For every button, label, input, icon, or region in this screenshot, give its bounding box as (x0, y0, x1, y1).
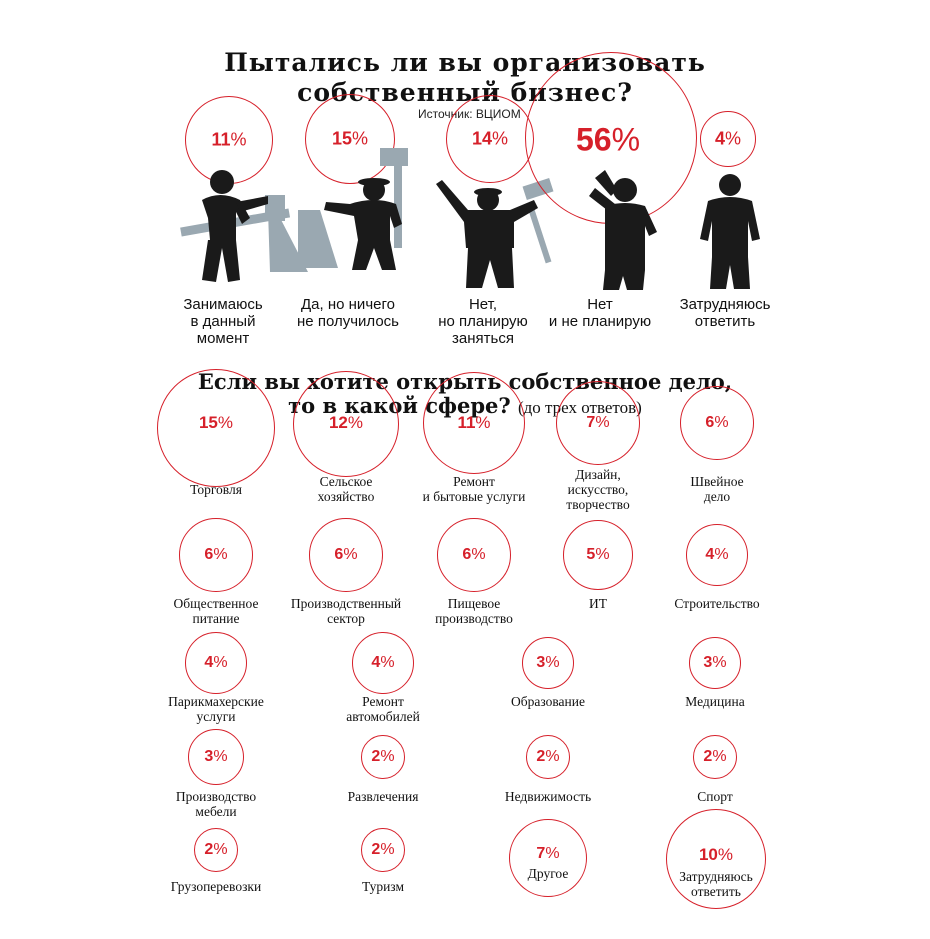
chart-2-value-19 (204, 841, 227, 859)
chart-2-label-14: Медицина (685, 694, 745, 709)
chart-2-value-2-percent-sign: % (347, 413, 364, 432)
chart-2-value-7-percent-sign: % (343, 546, 358, 563)
chart-2-value-13-number: 3 (536, 654, 546, 671)
chart-2-value-8 (462, 546, 485, 564)
chart-2-value-12-number: 4 (371, 654, 381, 671)
chart-2-value-1 (199, 413, 233, 433)
chart-2-title-line-2: то в какой сфере? (288, 393, 511, 418)
chart-2-value-21 (536, 845, 559, 863)
source-note: Источник: ВЦИОМ (418, 107, 521, 121)
chart-2-value-11-percent-sign: % (213, 654, 228, 671)
chart-2-value-4-percent-sign: % (595, 414, 610, 431)
chart-2-value-1-percent-sign: % (217, 413, 234, 432)
chart-2-value-6 (204, 546, 227, 564)
chart-2-value-22 (699, 845, 733, 865)
chart-2-value-12-percent-sign: % (380, 654, 395, 671)
chart-1-label-3: Нет, но планирую заняться (438, 296, 528, 347)
chart-2-label-8: Пищевое производство (435, 596, 513, 626)
chart-2-value-9-number: 5 (586, 546, 596, 563)
chart-2-value-22-percent-sign: % (717, 845, 734, 864)
chart-2-value-21-number: 7 (536, 845, 546, 862)
chart-2-value-1-number: 15 (198, 413, 218, 432)
chart-2-value-18 (703, 748, 726, 766)
worker-standing-icon (690, 165, 820, 299)
chart-2-label-12: Ремонт автомобилей (346, 694, 420, 724)
chart-2-value-16-percent-sign: % (380, 748, 395, 765)
chart-2-label-15: Производство мебели (175, 789, 257, 819)
chart-1-value-5-number: 4 (714, 128, 725, 149)
worker-with-hammer-icon (298, 140, 428, 274)
chart-2-value-18-number: 2 (703, 748, 713, 765)
chart-2-label-9: ИТ (589, 596, 607, 611)
chart-2-value-10 (705, 546, 728, 564)
chart-2-value-15-percent-sign: % (213, 748, 228, 765)
chart-2-value-7-number: 6 (334, 546, 344, 563)
chart-1-label-1: Занимаюсь в данный момент (183, 296, 263, 347)
chart-1-value-2-number: 15 (331, 128, 353, 149)
chart-2-value-3-number: 11 (457, 413, 476, 432)
chart-2-value-20-number: 2 (371, 841, 381, 858)
chart-2-value-8-percent-sign: % (471, 546, 486, 563)
worker-with-pole-icon (180, 160, 310, 294)
chart-1-label-5: Затрудняюсь ответить (679, 296, 771, 330)
chart-1-value-4 (576, 122, 640, 159)
chart-2-label-3: Ремонт и бытовые услуги (422, 474, 526, 504)
chart-2-value-15-number: 3 (204, 748, 214, 765)
chart-2-value-20 (371, 841, 394, 859)
chart-2-label-10: Строительство (674, 596, 760, 611)
chart-2-value-5-number: 6 (705, 414, 715, 431)
chart-2-value-7 (334, 546, 357, 564)
chart-1-label-2: Да, но ничего не получилось (297, 296, 399, 330)
chart-2-label-22: Затрудняюсь ответить (679, 869, 753, 899)
chart-2-label-21: Другое (527, 866, 569, 881)
chart-2-value-9-percent-sign: % (595, 546, 610, 563)
chart-2-value-16 (371, 748, 394, 766)
chart-2-value-19-percent-sign: % (213, 841, 228, 858)
chart-2-label-1: Торговля (190, 482, 242, 497)
chart-1-title-line-2: собственный бизнес? (297, 78, 633, 107)
chart-2-value-14-percent-sign: % (712, 654, 727, 671)
chart-2-title-note: (до трех ответов) (517, 398, 642, 417)
chart-2-value-4-number: 7 (586, 414, 596, 431)
chart-1-value-1-number: 11 (211, 129, 231, 150)
chart-2-value-13 (536, 654, 559, 672)
chart-2-label-4: Дизайн, искусство, творчество (566, 467, 630, 512)
chart-1-value-2-percent-sign: % (352, 128, 369, 149)
chart-2-label-7: Производственный сектор (290, 596, 402, 626)
chart-1-value-3 (472, 129, 508, 150)
chart-2-label-6: Общественное питание (173, 596, 259, 626)
chart-1-value-3-number: 14 (471, 128, 493, 149)
chart-2-value-16-number: 2 (371, 748, 381, 765)
chart-2-value-10-number: 4 (705, 546, 715, 563)
chart-2-value-3 (457, 413, 490, 433)
chart-2-label-2: Сельское хозяйство (317, 474, 375, 504)
chart-2-value-10-percent-sign: % (714, 546, 729, 563)
chart-1-label-4: Нет и не планирую (548, 296, 652, 330)
chart-2-value-11-number: 4 (204, 654, 214, 671)
chart-2-value-14-number: 3 (703, 654, 713, 671)
chart-2-value-2 (329, 413, 363, 433)
chart-2-value-3-percent-sign: % (475, 413, 491, 432)
chart-2-value-6-number: 6 (204, 546, 214, 563)
chart-2-label-18: Спорт (697, 789, 733, 804)
chart-2-value-12 (371, 654, 394, 672)
chart-1-value-4-percent-sign: % (611, 121, 641, 158)
chart-2-value-13-percent-sign: % (545, 654, 560, 671)
chart-1-value-1 (211, 130, 246, 151)
chart-2-value-8-number: 6 (462, 546, 472, 563)
chart-2-value-6-percent-sign: % (213, 546, 228, 563)
chart-2-value-15 (204, 748, 227, 766)
chart-1-value-5-percent-sign: % (725, 128, 742, 149)
chart-2-label-19: Грузоперевозки (170, 879, 262, 894)
chart-2-value-4 (586, 414, 609, 432)
chart-1-title-line-1: Пытались ли вы организовать (224, 48, 706, 77)
chart-2-label-13: Образование (511, 694, 585, 709)
chart-2-value-17 (536, 748, 559, 766)
chart-2-value-5 (705, 414, 728, 432)
chart-1-value-2 (332, 129, 368, 150)
chart-2-value-2-number: 12 (328, 413, 348, 432)
chart-2-value-14 (703, 654, 726, 672)
chart-2-value-9 (586, 546, 609, 564)
chart-1-value-5 (715, 129, 741, 150)
chart-2-label-11: Парикмахерские услуги (168, 694, 264, 724)
chart-2-value-11 (204, 654, 227, 672)
chart-2-label-20: Туризм (362, 879, 404, 894)
chart-2-label-16: Развлечения (347, 789, 419, 804)
chart-2-value-19-number: 2 (204, 841, 214, 858)
chart-1-value-3-percent-sign: % (492, 128, 509, 149)
chart-2-title-line-1: Если вы хотите открыть собственное дело, (197, 369, 733, 394)
chart-2-value-18-percent-sign: % (712, 748, 727, 765)
chart-2-value-17-number: 2 (536, 748, 546, 765)
chart-2-value-5-percent-sign: % (714, 414, 729, 431)
chart-1-title (0, 48, 930, 108)
chart-2-value-21-percent-sign: % (545, 845, 560, 862)
chart-2-value-17-percent-sign: % (545, 748, 560, 765)
chart-2-label-5: Швейное дело (690, 474, 744, 504)
chart-1-value-4-number: 56 (575, 121, 612, 158)
chart-2-label-17: Недвижимость (504, 789, 592, 804)
chart-2-value-20-percent-sign: % (380, 841, 395, 858)
chart-2-value-22-number: 10 (698, 845, 718, 864)
chart-1-value-1-percent-sign: % (230, 129, 247, 150)
worker-shrugging-icon (565, 160, 695, 294)
